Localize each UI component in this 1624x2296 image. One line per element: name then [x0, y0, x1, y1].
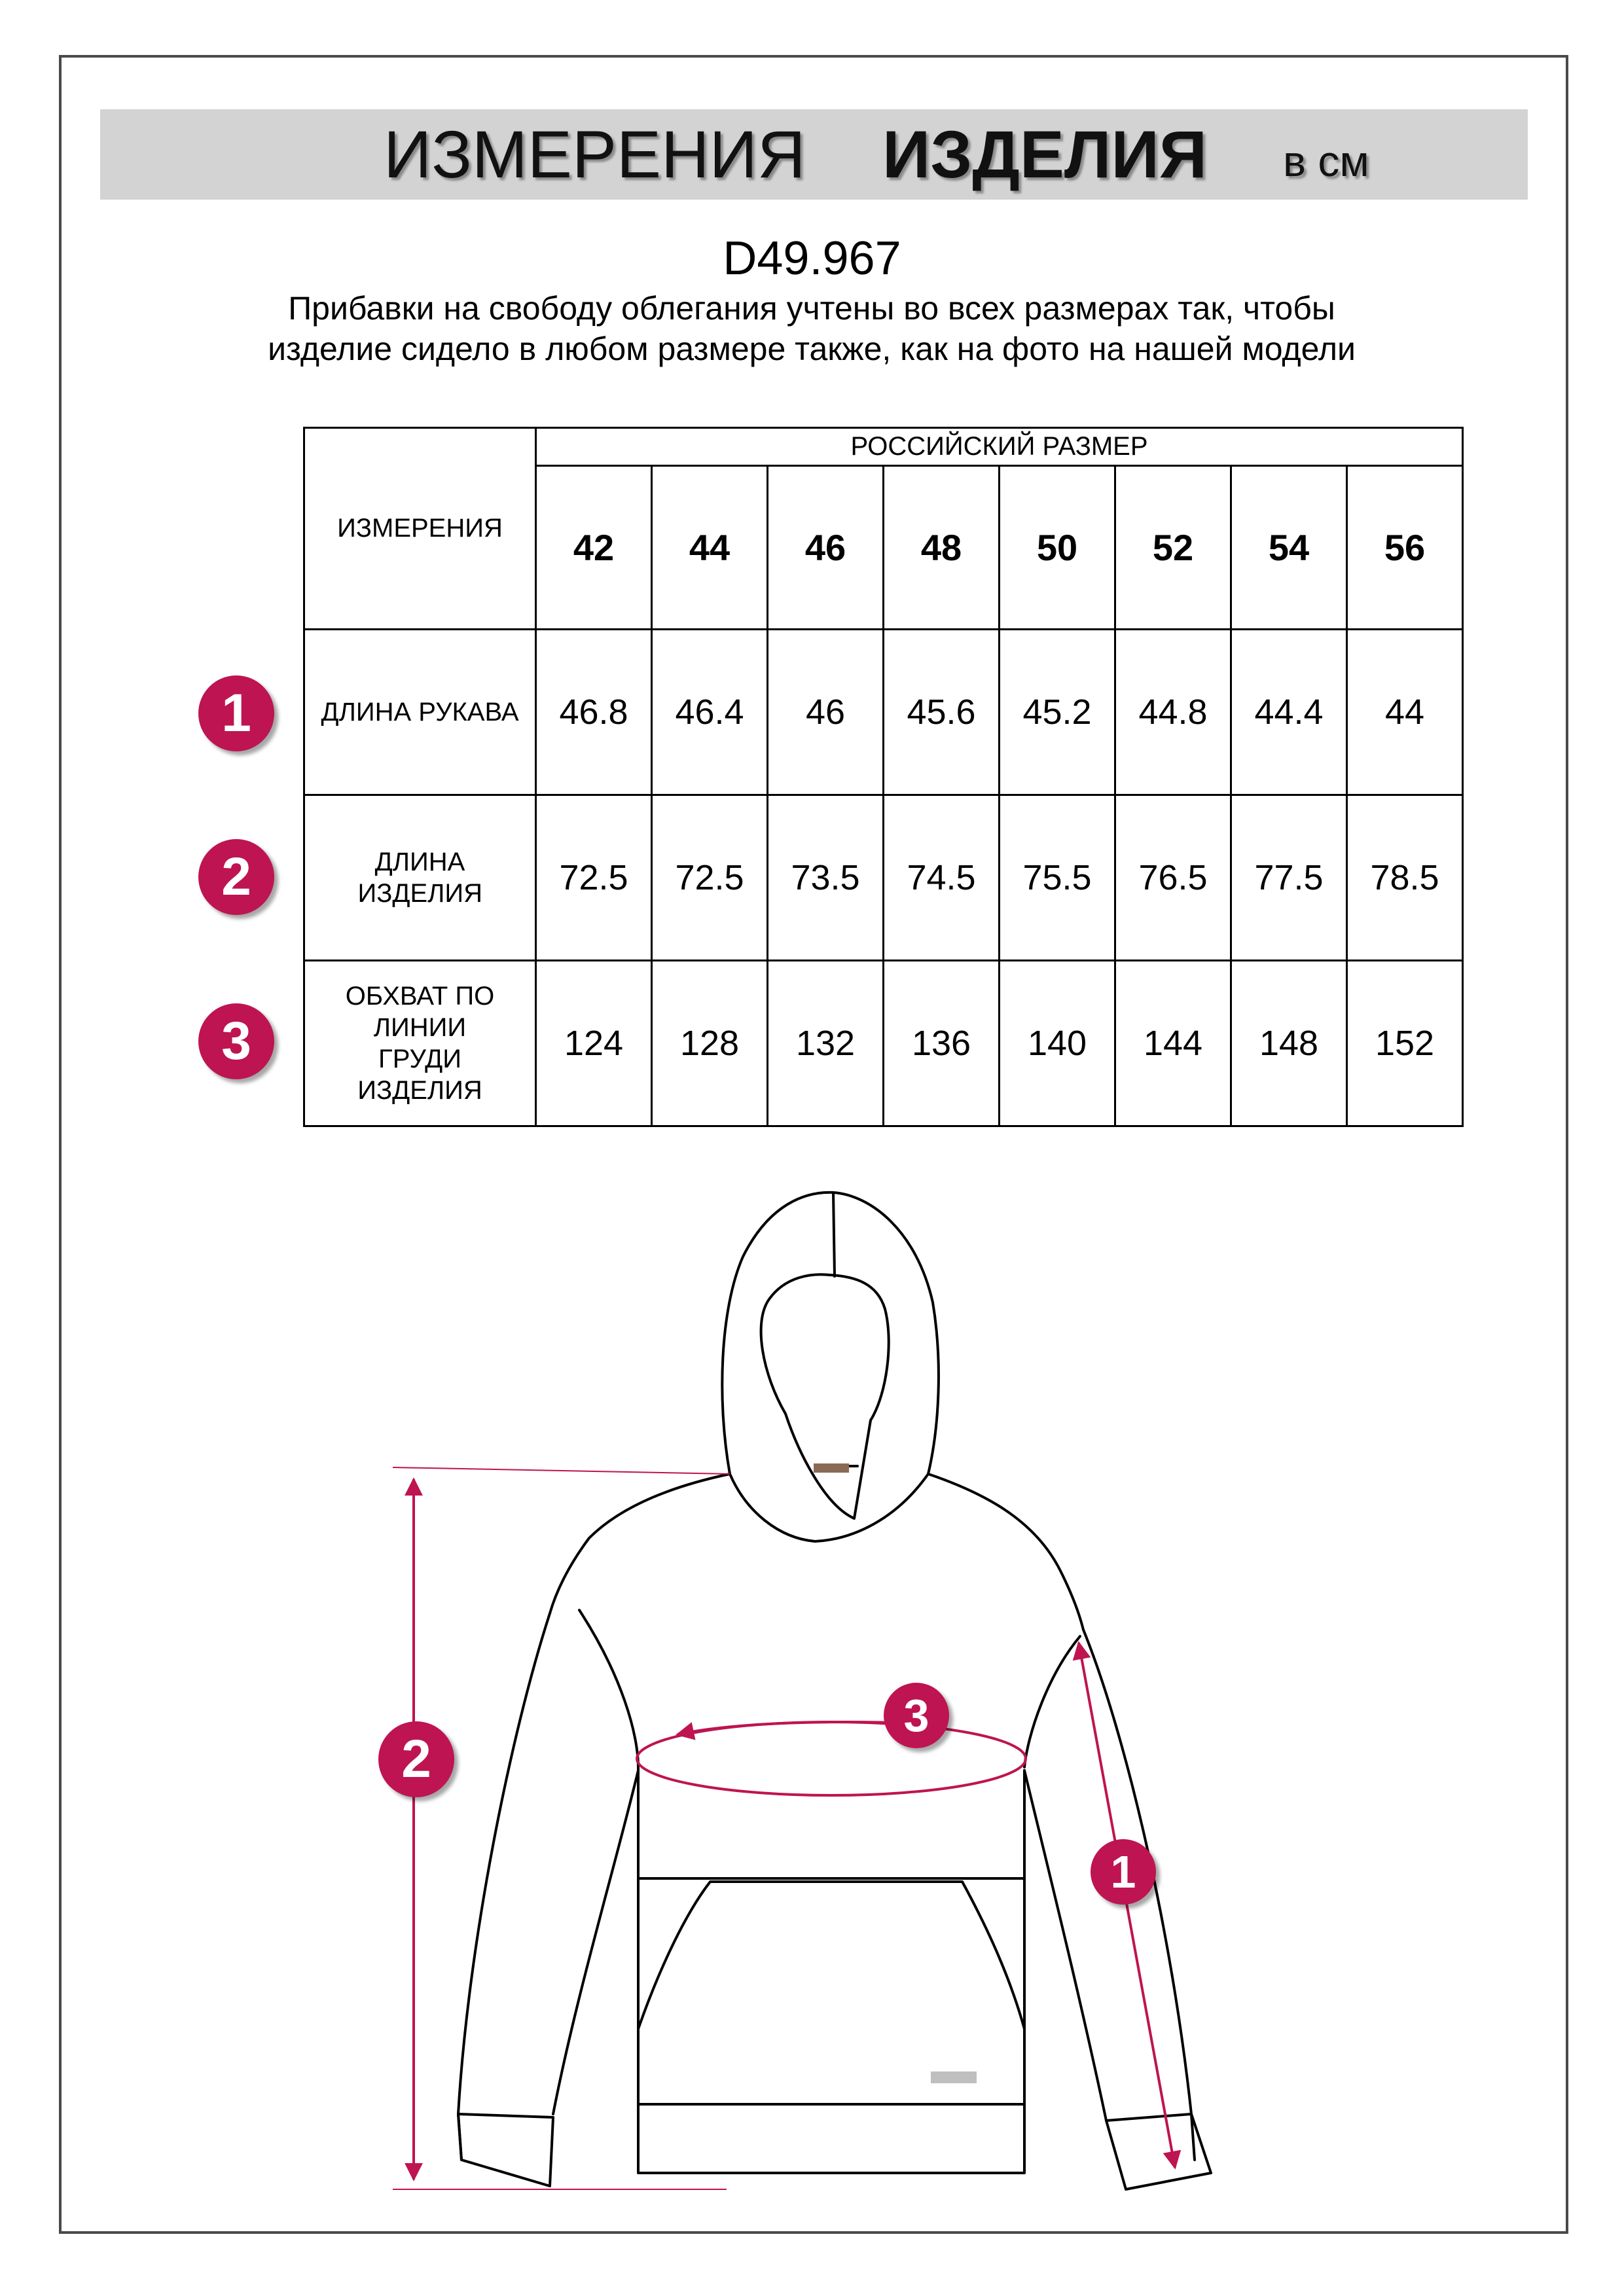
- neck-label: [814, 1463, 849, 1473]
- hood-seam: [833, 1193, 835, 1276]
- table-cell: 128: [652, 961, 768, 1126]
- table-cell: 45.6: [884, 630, 1000, 795]
- table-cell: 140: [1000, 961, 1115, 1126]
- table-cell: 74.5: [884, 795, 1000, 961]
- table-cell: 46: [768, 630, 884, 795]
- size-header-cell: 46: [768, 466, 884, 630]
- size-header-cell: 44: [652, 466, 768, 630]
- table-cell: 148: [1231, 961, 1347, 1126]
- kangaroo-pocket: [638, 1878, 1024, 2029]
- table-cell: 46.8: [536, 630, 652, 795]
- size-header-cell: 56: [1347, 466, 1463, 630]
- badge-product-length: 2: [198, 839, 274, 915]
- article-number: D49.967: [723, 232, 901, 285]
- table-cell: 78.5: [1347, 795, 1463, 961]
- left-cuff: [458, 2114, 553, 2186]
- left-sleeve: [458, 1613, 550, 2160]
- table-cell: 132: [768, 961, 884, 1126]
- right-shoulder: [928, 1474, 1083, 1630]
- row-label-text: ДЛИНА ИЗДЕЛИЯ: [357, 848, 483, 908]
- measurements-header: ИЗМЕРЕНИЯ: [304, 428, 536, 630]
- table-cell: 77.5: [1231, 795, 1347, 961]
- table-cell: 76.5: [1115, 795, 1231, 961]
- russian-size-header: РОССИЙСКИЙ РАЗМЕР: [536, 428, 1463, 466]
- hem-tag: [931, 2072, 977, 2083]
- title-product: ИЗДЕЛИЯ: [882, 117, 1208, 192]
- table-cell: 124: [536, 961, 652, 1126]
- size-header-cell: 52: [1115, 466, 1231, 630]
- diagram-badge-chest: 3: [884, 1683, 949, 1748]
- chest-girth-ellipse: [637, 1722, 1026, 1795]
- table-cell: 44.8: [1115, 630, 1231, 795]
- size-header-cell: 48: [884, 466, 1000, 630]
- table-cell: 136: [884, 961, 1000, 1126]
- title-unit: в см: [1283, 137, 1369, 185]
- left-shoulder: [550, 1474, 730, 1613]
- left-sleeve-inner: [579, 1610, 638, 1770]
- length-guide-top: [393, 1467, 730, 1474]
- badge-chest-girth: 3: [198, 1003, 274, 1079]
- right-sleeve-inside: [1024, 1770, 1106, 2121]
- title-measurements: ИЗМЕРЕНИЯ: [384, 117, 806, 192]
- hem-band: [638, 2104, 1024, 2173]
- hood-outer: [722, 1193, 939, 1474]
- table-cell: 72.5: [652, 795, 768, 961]
- hood-opening: [761, 1274, 889, 1420]
- table-cell: 45.2: [1000, 630, 1115, 795]
- table-cell: 46.4: [652, 630, 768, 795]
- row-label-text: ОБХВАТ ПО ЛИНИИ ГРУДИ ИЗДЕЛИЯ: [345, 982, 495, 1105]
- table-cell: 75.5: [1000, 795, 1115, 961]
- table-cell: 144: [1115, 961, 1231, 1126]
- table-cell: 44: [1347, 630, 1463, 795]
- badge-sleeve-length: 1: [198, 675, 274, 751]
- row-label: ДЛИНА РУКАВА: [304, 630, 536, 795]
- table-cell: 72.5: [536, 795, 652, 961]
- size-header-cell: 50: [1000, 466, 1115, 630]
- diagram-badge-length: 2: [378, 1721, 454, 1797]
- right-sleeve-inner: [1024, 1636, 1080, 1767]
- size-header-cell: 42: [536, 466, 652, 630]
- table-cell: 152: [1347, 961, 1463, 1126]
- diagram-badge-sleeve: 1: [1091, 1839, 1156, 1905]
- table-cell: 73.5: [768, 795, 884, 961]
- table-cell: 44.4: [1231, 630, 1347, 795]
- size-header-cell: 54: [1231, 466, 1347, 630]
- left-sleeve-inside: [553, 1770, 638, 2114]
- hood-lower: [730, 1474, 928, 1541]
- fit-note: Прибавки на свободу облегания учтены во всех размерах так, чтобы изделие сидело в любом размере также, как на фото на нашей модели: [268, 290, 1356, 367]
